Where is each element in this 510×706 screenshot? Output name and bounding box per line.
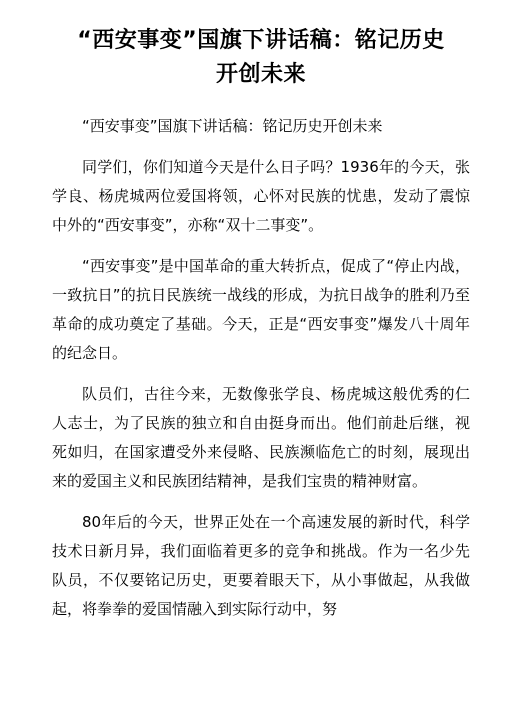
title-line-1: “西安事变”国旗下讲话稿：铭记历史 xyxy=(77,28,445,53)
paragraph-4: 队员们，古往今来，无数像张学良、杨虎城这般优秀的仁人志士，为了民族的独立和自由挺身而出。他们前赴后继，视死如归，在国家遭受外来侵略、民族濒临危亡的时刻，展现出来的爱国主义和民族团结精神，是我们宝贵的精神财富。 xyxy=(52,385,470,490)
paragraph-2: 同学们，你们知道今天是什么日子吗？1936年的今天，张学良、杨虎城两位爱国将领，心怀对民族的忧患，发动了震惊中外的“西安事变”，亦称“双十二事变”。 xyxy=(52,158,470,234)
document-title xyxy=(52,24,470,92)
paragraph-5: 80年后的今天，世界正处在一个高速发展的新时代，科学技术日新月异，我们面临着更多的竞争和挑战。作为一名少先队员，不仅要铭记历史，更要着眼天下，从小事做起，从我做起，将拳拳的爱国情融入到实际行动中，努 xyxy=(52,513,470,618)
title-line-2: 开创未来 xyxy=(215,62,306,87)
paragraph-3: “西安事变”是中国革命的重大转折点，促成了“停止内战，一致抗日”的抗日民族统一战线的形成，为抗日战争的胜利乃至革命的成功奠定了基础。今天，正是“西安事变”爆发八十周年的纪念日。 xyxy=(52,257,470,362)
paragraph-1: “西安事变”国旗下讲话稿：铭记历史开创未来 xyxy=(82,117,383,135)
